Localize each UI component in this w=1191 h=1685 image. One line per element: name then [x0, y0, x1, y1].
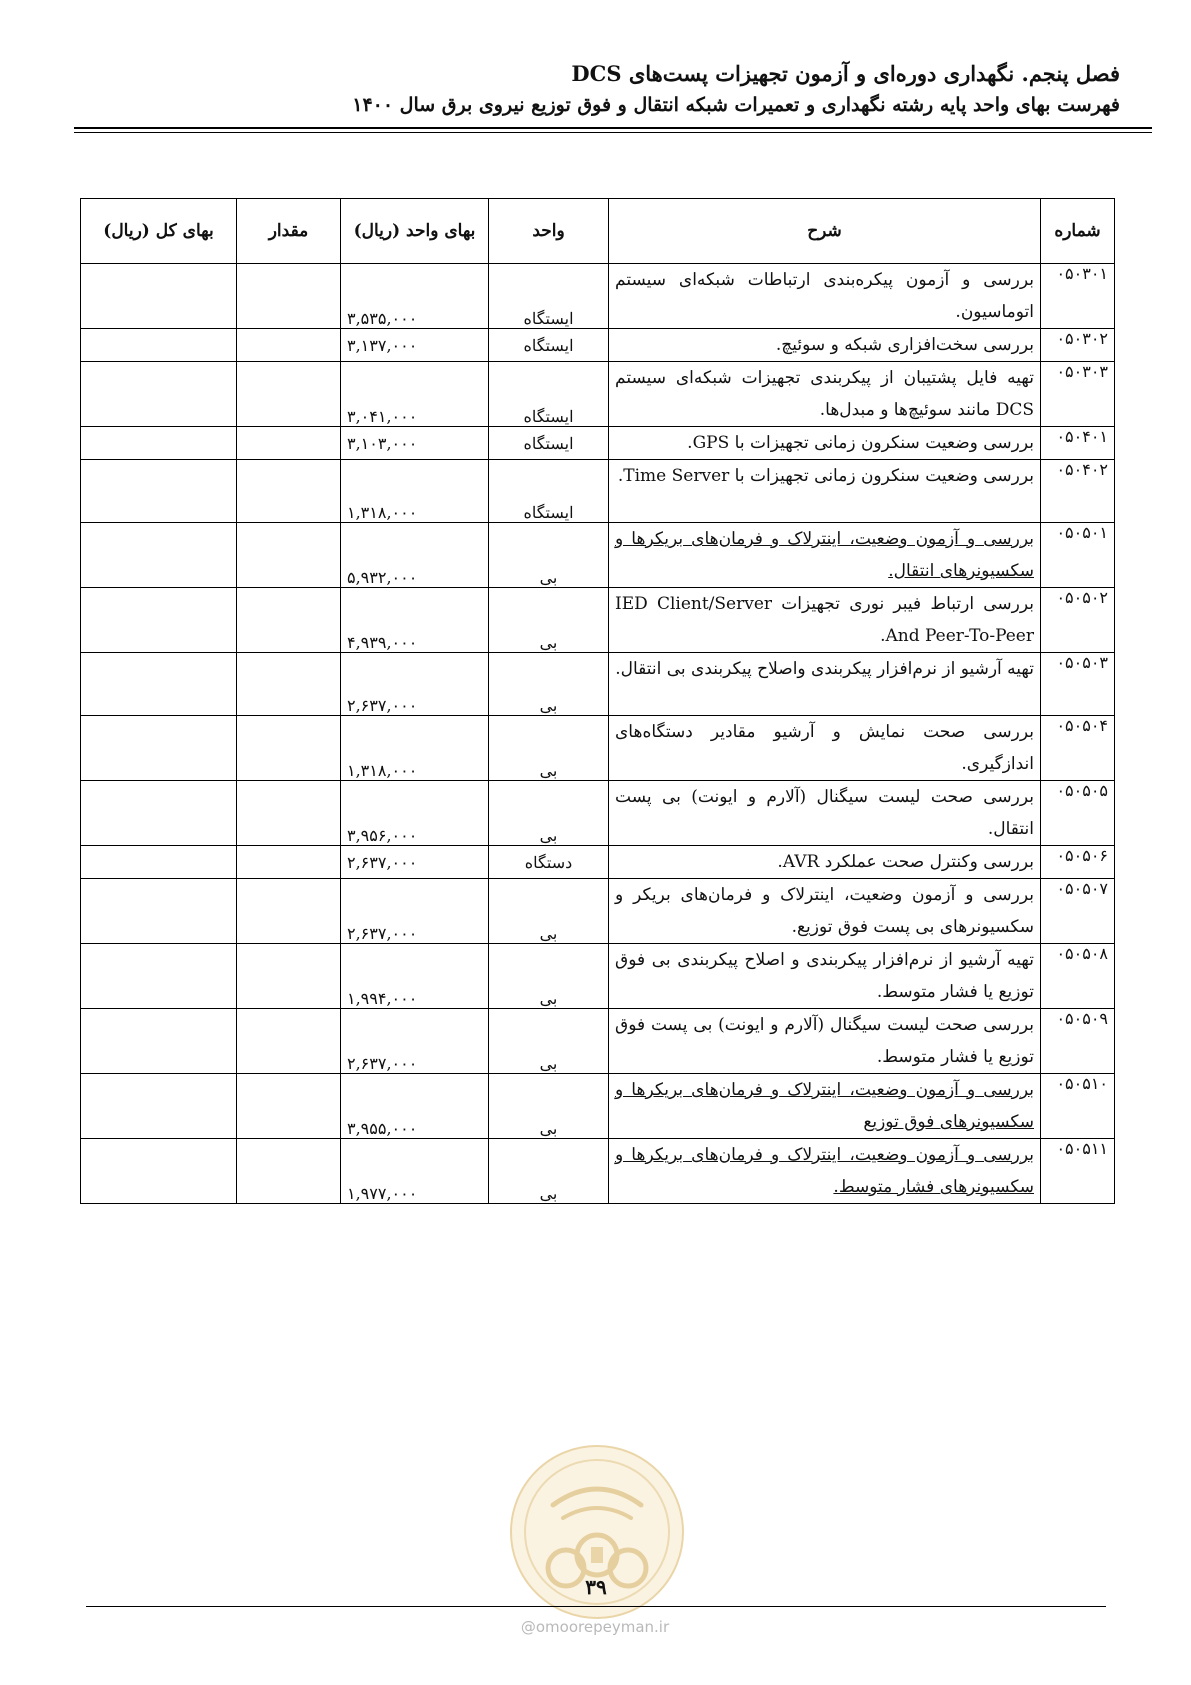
item-quantity [237, 523, 341, 588]
item-unit: بی [489, 781, 609, 846]
header-rule-thin [74, 132, 1152, 133]
item-description: تهیه آرشیو از نرم‌افزار پیکربندی و اصلاح پیکربندی بی فوق توزیع یا فشار متوسط. [609, 944, 1041, 1009]
item-description: بررسی و آزمون وضعیت، اینترلاک و فرمان‌های بریکر و سکسیونرهای بی پست فوق توزیع. [609, 879, 1041, 944]
item-quantity [237, 1074, 341, 1139]
item-total-price [81, 1139, 237, 1204]
item-quantity [237, 362, 341, 427]
col-header-unit-price: بهای واحد (ریال) [341, 199, 489, 264]
item-total-price [81, 264, 237, 329]
col-header-code: شماره [1041, 199, 1115, 264]
item-code: ۰۵۰۵۰۲ [1041, 588, 1115, 653]
item-total-price [81, 781, 237, 846]
item-code: ۰۵۰۵۰۸ [1041, 944, 1115, 1009]
item-unit-price: ۲,۶۳۷,۰۰۰ [341, 653, 489, 716]
table-row [81, 588, 1115, 653]
item-code: ۰۵۰۵۰۷ [1041, 879, 1115, 944]
table-row [81, 523, 1115, 588]
item-total-price [81, 1009, 237, 1074]
item-unit-price: ۵,۹۳۲,۰۰۰ [341, 523, 489, 588]
table-row [81, 427, 1115, 460]
price-list-subtitle: فهرست بهای واحد پایه رشته نگهداری و تعمیرات شبکه انتقال و فوق توزیع نیروی برق سال ۱۴۰۰ [352, 94, 1120, 116]
col-header-unit: واحد [489, 199, 609, 264]
item-code: ۰۵۰۳۰۳ [1041, 362, 1115, 427]
item-description: بررسی سخت‌افزاری شبکه و سوئیچ. [609, 329, 1041, 362]
table-row [81, 264, 1115, 329]
item-unit-price: ۳,۹۵۵,۰۰۰ [341, 1074, 489, 1139]
item-unit-price: ۳,۱۳۷,۰۰۰ [341, 329, 489, 362]
item-code: ۰۵۰۳۰۱ [1041, 264, 1115, 329]
col-header-total-price: بهای کل (ریال) [81, 199, 237, 264]
item-unit-price: ۳,۵۳۵,۰۰۰ [341, 264, 489, 329]
item-unit: دستگاه [489, 846, 609, 879]
item-unit: بی [489, 879, 609, 944]
item-description: تهیه فایل پشتیبان از پیکربندی تجهیزات شبکه‌ای سیستم DCS مانند سوئیچ‌ها و مبدل‌ها. [609, 362, 1041, 427]
item-unit: ایستگاه [489, 427, 609, 460]
item-code: ۰۵۰۵۱۰ [1041, 1074, 1115, 1139]
item-unit-price: ۳,۹۵۶,۰۰۰ [341, 781, 489, 846]
item-unit-price: ۲,۶۳۷,۰۰۰ [341, 1009, 489, 1074]
item-total-price [81, 716, 237, 781]
item-description: بررسی وضعیت سنکرون زمانی تجهیزات با Time Server. [609, 460, 1041, 523]
item-unit: بی [489, 716, 609, 781]
item-code: ۰۵۰۵۰۱ [1041, 523, 1115, 588]
table-row [81, 460, 1115, 523]
table-row [81, 879, 1115, 944]
item-quantity [237, 1139, 341, 1204]
item-quantity [237, 781, 341, 846]
table-row [81, 653, 1115, 716]
table-row [81, 944, 1115, 1009]
item-unit: بی [489, 1139, 609, 1204]
item-unit-price: ۳,۰۴۱,۰۰۰ [341, 362, 489, 427]
item-unit-price: ۲,۶۳۷,۰۰۰ [341, 846, 489, 879]
item-total-price [81, 944, 237, 1009]
col-header-description: شرح [609, 199, 1041, 264]
table-row [81, 362, 1115, 427]
item-total-price [81, 1074, 237, 1139]
table-row [81, 329, 1115, 362]
item-description: بررسی صحت لیست سیگنال (آلارم و ایونت) بی پست فوق توزیع یا فشار متوسط. [609, 1009, 1041, 1074]
table-row [81, 1139, 1115, 1204]
item-quantity [237, 716, 341, 781]
page-number: ۳۹ [585, 1575, 607, 1599]
item-description: بررسی وضعیت سنکرون زمانی تجهیزات با GPS. [609, 427, 1041, 460]
item-unit: بی [489, 1009, 609, 1074]
item-unit-price: ۲,۶۳۷,۰۰۰ [341, 879, 489, 944]
item-description: بررسی و آزمون وضعیت، اینترلاک و فرمان‌های بریکرها و سکسیونرهای فشار متوسط. [609, 1139, 1041, 1204]
item-unit: بی [489, 1074, 609, 1139]
table-row [81, 846, 1115, 879]
item-quantity [237, 1009, 341, 1074]
item-total-price [81, 879, 237, 944]
footer-rule [86, 1606, 1106, 1607]
item-code: ۰۵۰۳۰۲ [1041, 329, 1115, 362]
website-watermark: @omoorepeyman.ir [520, 1618, 670, 1636]
item-description: بررسی و آزمون وضعیت، اینترلاک و فرمان‌های بریکرها و سکسیونرهای انتقال. [609, 523, 1041, 588]
item-code: ۰۵۰۴۰۱ [1041, 427, 1115, 460]
item-total-price [81, 653, 237, 716]
item-unit-price: ۱,۳۱۸,۰۰۰ [341, 716, 489, 781]
item-unit-price: ۱,۹۹۴,۰۰۰ [341, 944, 489, 1009]
item-code: ۰۵۰۵۰۹ [1041, 1009, 1115, 1074]
item-description: بررسی و آزمون پیکره‌بندی ارتباطات شبکه‌ای سیستم اتوماسیون. [609, 264, 1041, 329]
item-quantity [237, 846, 341, 879]
item-unit: ایستگاه [489, 362, 609, 427]
item-quantity [237, 944, 341, 1009]
item-total-price [81, 460, 237, 523]
item-code: ۰۵۰۵۰۵ [1041, 781, 1115, 846]
price-table [80, 198, 1115, 1204]
item-total-price [81, 588, 237, 653]
item-total-price [81, 362, 237, 427]
item-unit-price: ۱,۳۱۸,۰۰۰ [341, 460, 489, 523]
chapter-title: فصل پنجم. نگهداری دوره‌ای و آزمون تجهیزات پست‌های DCS [571, 61, 1120, 86]
item-code: ۰۵۰۵۱۱ [1041, 1139, 1115, 1204]
item-code: ۰۵۰۴۰۲ [1041, 460, 1115, 523]
item-description: بررسی و آزمون وضعیت، اینترلاک و فرمان‌های بریکرها و سکسیونرهای فوق توزیع [609, 1074, 1041, 1139]
item-unit-price: ۱,۹۷۷,۰۰۰ [341, 1139, 489, 1204]
item-description: تهیه آرشیو از نرم‌افزار پیکربندی واصلاح پیکربندی بی انتقال. [609, 653, 1041, 716]
item-quantity [237, 329, 341, 362]
item-total-price [81, 329, 237, 362]
item-description: بررسی صحت نمایش و آرشیو مقادیر دستگاه‌های اندازگیری. [609, 716, 1041, 781]
page-header [74, 58, 1120, 120]
item-unit-price: ۳,۱۰۳,۰۰۰ [341, 427, 489, 460]
item-unit: بی [489, 523, 609, 588]
item-unit: بی [489, 653, 609, 716]
item-quantity [237, 588, 341, 653]
item-total-price [81, 846, 237, 879]
item-description: بررسی صحت لیست سیگنال (آلارم و ایونت) بی پست انتقال. [609, 781, 1041, 846]
item-unit: ایستگاه [489, 460, 609, 523]
item-quantity [237, 427, 341, 460]
item-code: ۰۵۰۵۰۶ [1041, 846, 1115, 879]
item-unit: ایستگاه [489, 264, 609, 329]
item-unit: ایستگاه [489, 329, 609, 362]
item-quantity [237, 264, 341, 329]
item-quantity [237, 879, 341, 944]
item-total-price [81, 523, 237, 588]
item-unit-price: ۴,۹۳۹,۰۰۰ [341, 588, 489, 653]
col-header-quantity: مقدار [237, 199, 341, 264]
table-row [81, 1009, 1115, 1074]
header-rule-thick [74, 127, 1152, 129]
item-quantity [237, 653, 341, 716]
item-description: بررسی وکنترل صحت عملکرد AVR. [609, 846, 1041, 879]
table-header-row [81, 199, 1115, 264]
item-total-price [81, 427, 237, 460]
item-code: ۰۵۰۵۰۳ [1041, 653, 1115, 716]
item-quantity [237, 460, 341, 523]
table-row [81, 1074, 1115, 1139]
item-unit: بی [489, 944, 609, 1009]
table-row [81, 781, 1115, 846]
item-description: بررسی ارتباط فیبر نوری تجهیزات IED Client/Server And Peer-To-Peer. [609, 588, 1041, 653]
table-row [81, 716, 1115, 781]
item-code: ۰۵۰۵۰۴ [1041, 716, 1115, 781]
item-unit: بی [489, 588, 609, 653]
